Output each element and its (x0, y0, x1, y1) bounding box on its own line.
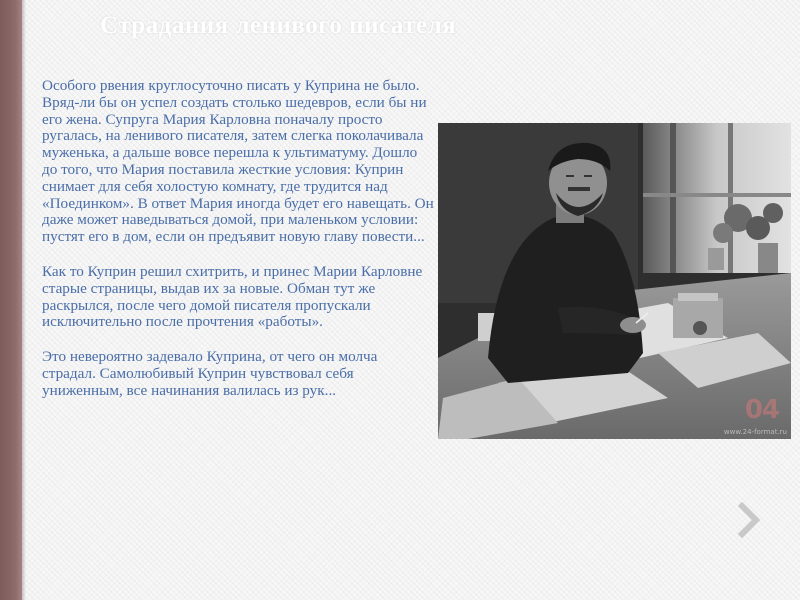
photo-watermark-logo: 04 (744, 395, 779, 425)
photo-illustration (438, 123, 791, 439)
kuprin-photo (438, 123, 791, 439)
slide-body-text (42, 78, 434, 418)
paragraph-3: Это невероятно задевало Куприна, от чего он молча страдал. Самолюбивый Куприн чувствовал себя униженным, все начинания валилась из рук... (42, 348, 378, 399)
left-band-shadow (22, 0, 26, 600)
paragraph-2: Как то Куприн решил схитрить, и принес Марии Карловне старые страницы, выдав их за новые. Обман тут же раскрылся, после чего домой писателя пропускали исключительно после прочтения «работы». (42, 262, 423, 331)
paragraph-1: Особого рвения круглосуточно писать у Куприна не было. Вряд-ли бы он успел создать столько шедевров, если бы ни его жена. Супруга Мария Карловна поначалу просто ругалась, на ленивого писателя, затем слегка поколачивала муженька, а дальше вовсе перешла к ультиматуму. Дошло до того, что Мария поставила жесткие условия: Куприн снимает для себя холостую комнату, где трудится над «Поединком». В ответ Мария иногда будет его навещать. Он даже может наведываться домой, при маленьком условии: пустят его в дом, если он предъявит новую главу повести... (42, 77, 434, 246)
left-accent-band (0, 0, 22, 600)
chevron-right-icon (734, 500, 766, 540)
photo-watermark-url: www.24-format.ru (723, 428, 787, 436)
next-slide-button[interactable] (734, 500, 766, 540)
slide-title: Страдания ленивого писателя (100, 12, 457, 39)
